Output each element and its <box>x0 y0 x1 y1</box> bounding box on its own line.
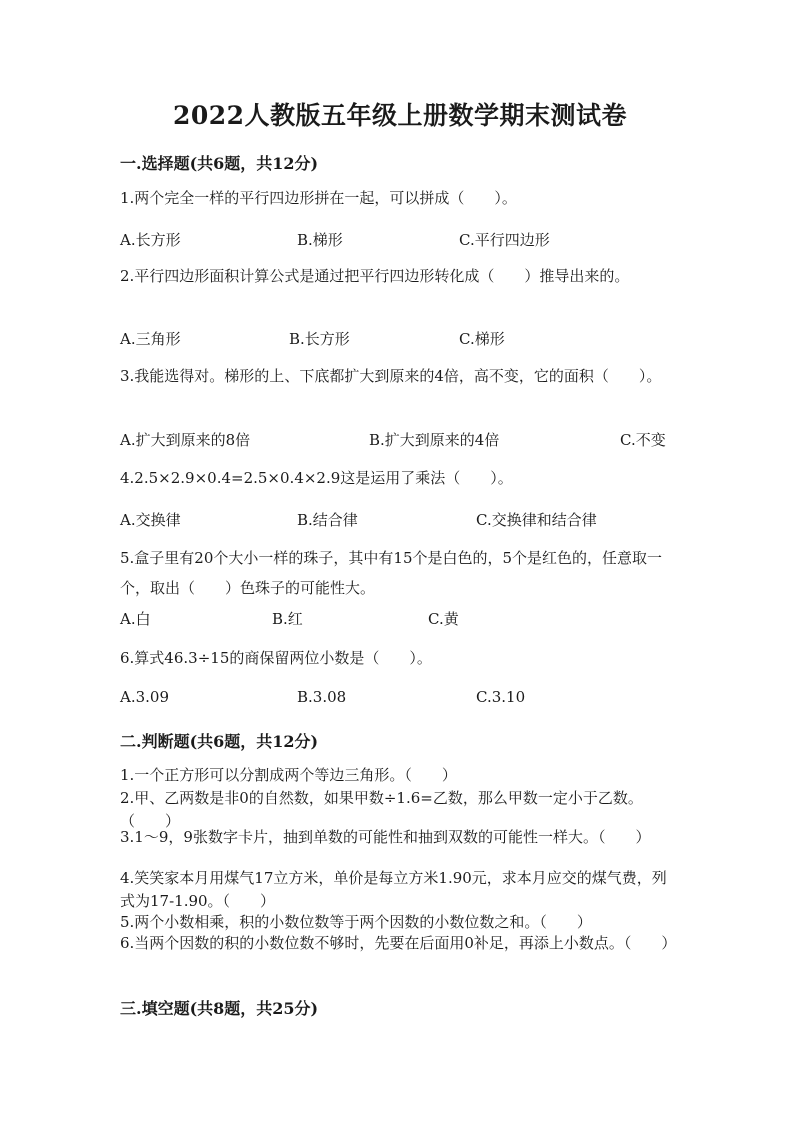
option-c: C.交换律和结合律 <box>476 511 597 529</box>
option-c: C.不变 <box>620 431 666 449</box>
option-b: B.结合律 <box>297 511 358 529</box>
option-a: A.白 <box>120 610 151 628</box>
question-4: 4.2.5×2.9×0.4=2.5×0.4×2.9这是运用了乘法（ ）。 <box>120 469 513 487</box>
option-a: A.交换律 <box>120 511 181 529</box>
option-a: A.长方形 <box>120 231 181 249</box>
section-heading-judgement: 二.判断题(共6题，共12分) <box>120 732 319 751</box>
question-6: 6.算式46.3÷15的商保留两位小数是（ ）。 <box>120 649 432 667</box>
option-b: B.红 <box>272 610 303 628</box>
option-c: C.梯形 <box>459 330 505 348</box>
option-b: B.长方形 <box>289 330 350 348</box>
option-a: A.三角形 <box>120 330 181 348</box>
page-title: 2022人教版五年级上册数学期末测试卷 <box>172 101 628 130</box>
question-5: 5.盒子里有20个大小一样的珠子，其中有15个是白色的，5个是红色的，任意取一个，取出（ ）色珠子的可能性大。 <box>120 549 663 597</box>
option-b: B.3.08 <box>297 688 347 706</box>
question-2: 2.平行四边形面积计算公式是通过把平行四边形转化成（ ）推导出来的。 <box>120 267 630 285</box>
option-a: A.扩大到原来的8倍 <box>120 431 251 449</box>
question-3: 3.我能选得对。梯形的上、下底都扩大到原来的4倍，高不变，它的面积（ ）。 <box>120 367 662 385</box>
judgement-item-6: 6.当两个因数的积的小数位数不够时，先要在后面用0补足，再添上小数点。（ ） <box>120 934 677 952</box>
option-c: C.黄 <box>428 610 459 628</box>
option-a: A.3.09 <box>120 688 169 706</box>
judgement-item-4: 4.笑笑家本月用煤气17立方米，单价是每立方米1.90元，求本月应交的煤气费，列式为17-1.90。（ ） <box>120 869 667 910</box>
option-c: C.3.10 <box>476 688 526 706</box>
judgement-item-3: 3.1～9，9张数字卡片，抽到单数的可能性和抽到双数的可能性一样大。（ ） <box>120 828 651 846</box>
option-c: C.平行四边形 <box>459 231 550 249</box>
option-b: B.扩大到原来的4倍 <box>369 431 500 449</box>
judgement-item-2: 2.甲、乙两数是非0的自然数，如果甲数÷1.6=乙数，那么甲数一定小于乙数。（ ） <box>120 789 643 830</box>
section-heading-fill-blank: 三.填空题(共8题，共25分) <box>120 999 319 1018</box>
judgement-item-5: 5.两个小数相乘，积的小数位数等于两个因数的小数位数之和。（ ） <box>120 913 592 931</box>
judgement-item-1: 1.一个正方形可以分割成两个等边三角形。（ ） <box>120 766 457 784</box>
option-b: B.梯形 <box>297 231 343 249</box>
section-heading-choice: 一.选择题(共6题，共12分) <box>120 154 319 173</box>
question-1: 1.两个完全一样的平行四边形拼在一起，可以拼成（ ）。 <box>120 189 517 207</box>
